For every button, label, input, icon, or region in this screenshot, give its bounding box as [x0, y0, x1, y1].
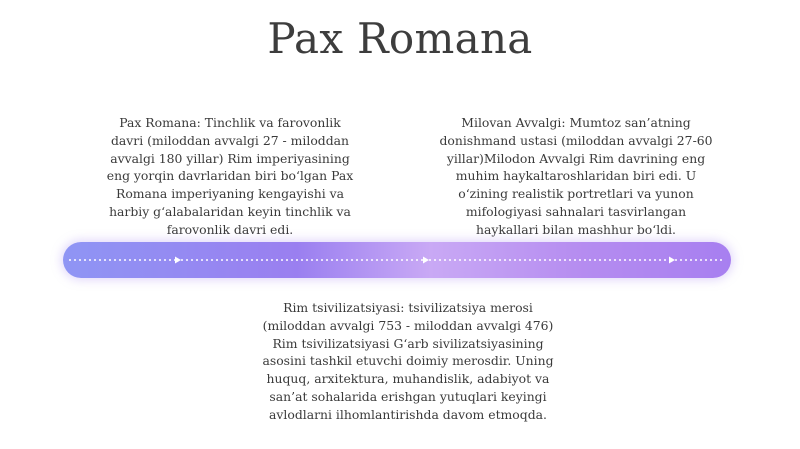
event-card-rim-tsivilizatsiyasi: Rim tsivilizatsiyasi: tsivilizatsiya merosi (miloddan avvalgi 753 - miloddan avvalgi 476) Rim tsivilizatsiyasi G‘arb sivilizatsiyasining asosini tashkil etuvchi doimiy merosdir. Uning huquq, arxitektura, muhandislik, adabiyot va san’at sohalarida erishgan yutuqlari keyingi avlodlarni ilhomlantirishda davom etmoqda.: [262, 300, 554, 422]
event-card-milovan-avvalgi: Milovan Avvalgi: Mumtoz san’atning donishmand ustasi (miloddan avvalgi 27-60 yillar)Milodon Avvalgi Rim davrining eng muhim haykaltaroshlaridan biri edi. U o‘zining realistik portretlari va yunon mifologiyasi sahnalari tasvirlangan haykallari bilan mashhur bo‘ldi.: [439, 115, 713, 237]
timeline-bar: [63, 242, 731, 278]
arrow-head-2-icon: [423, 257, 429, 264]
timeline-arrows: [63, 242, 731, 278]
event-card-pax-romana: Pax Romana: Tinchlik va farovonlik davri (miloddan avvalgi 27 - miloddan avvalgi 180 yillar) Rim imperiyasining eng yorqin davrlaridan biri bo‘lgan Pax Romana imperiyaning kengayishi va harbiy g‘alabalaridan keyin tinchlik va farovonlik davri edi.: [106, 115, 354, 237]
page-title: Pax Romana: [267, 14, 533, 63]
arrow-head-1-icon: [175, 257, 181, 264]
arrow-head-3-icon: [669, 257, 675, 264]
